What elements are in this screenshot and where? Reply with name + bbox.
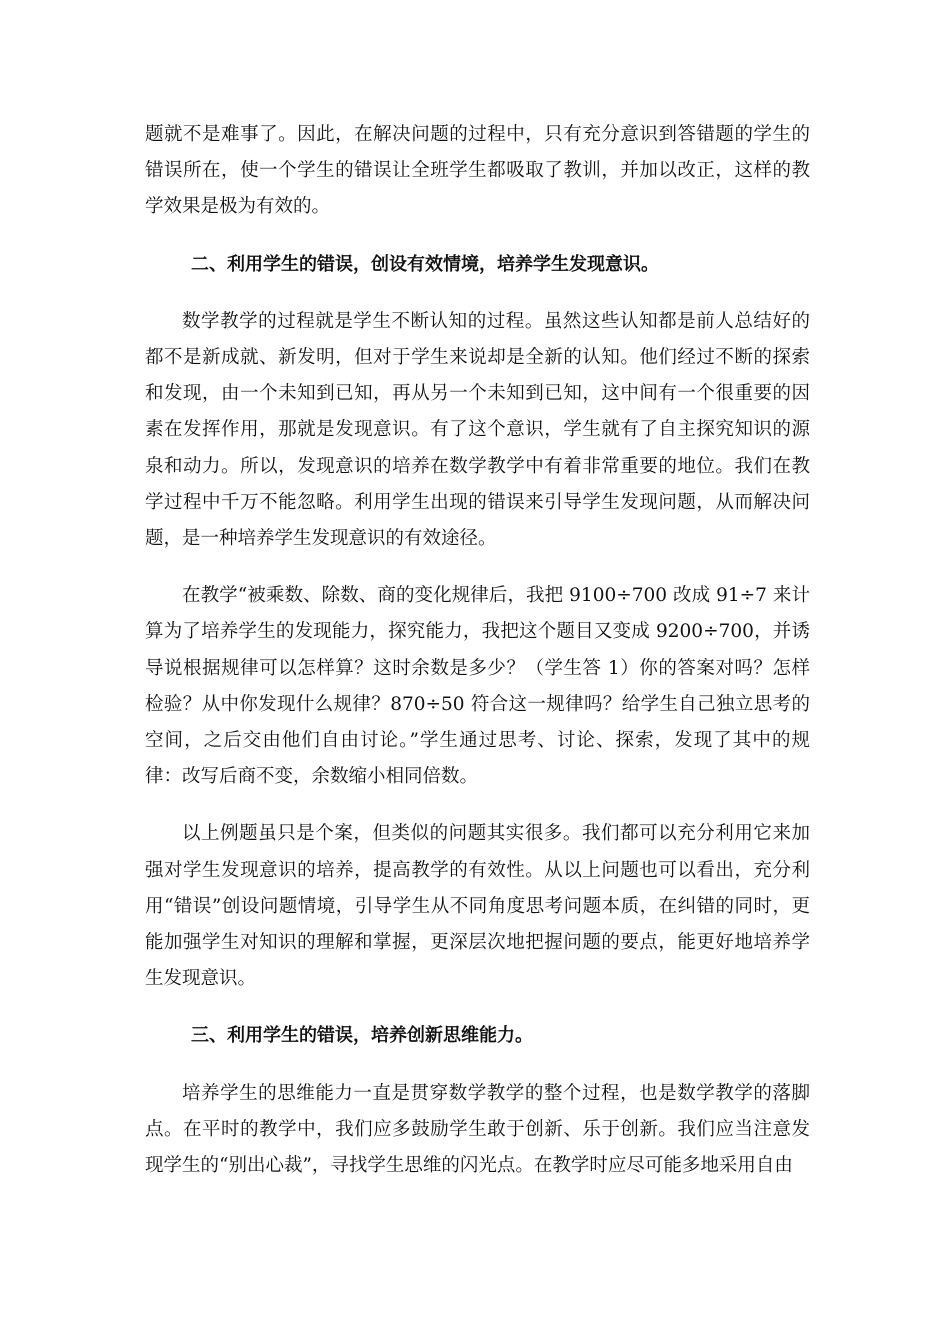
section-heading-3: 三、利用学生的错误，培养创新思维能力。 (191, 1025, 533, 1047)
paragraph-discovery-awareness: 数学教学的过程就是学生不断认知的过程。虽然这些认知都是前人总结好的都不是新成就、新发明，但对于学生来说却是全新的认知。他们经过不断的探索和发现，由一个未知到已知，再从另一个未知到已知，这中间有一个很重要的因素在发挥作用，那就是发现意识。有了这个意识，学生就有了自主探究知识的源泉和动力。所以，发现意识的培养在数学教学中有着非常重要的地位。我们在教学过程中千万不能忽略。利用学生出现的错误来引导学生发现问题，从而解决问题，是一种培养学生发现意识的有效途径。 (145, 310, 810, 550)
section-heading-2: 二、利用学生的错误，创设有效情境，培养学生发现意识。 (191, 253, 659, 275)
paragraph-continuation: 题就不是难事了。因此，在解决问题的过程中，只有充分意识到答错题的学生的错误所在，使一个学生的错误让全班学生都吸取了教训，并加以改正，这样的教学效果是极为有效的。 (145, 124, 810, 218)
paragraph-example-summary: 以上例题虽只是个案，但类似的问题其实很多。我们都可以充分利用它来加强对学生发现意识的培养，提高教学的有效性。从以上问题也可以看出，充分利用“错误”创设问题情境，引导学生从不同角度思考问题本质，在纠错的同时，更能加强学生对知识的理解和掌握，更深层次地把握问题的要点，能更好地培养学生发现意识。 (145, 823, 810, 990)
paragraph-teaching-example: 在教学“被乘数、除数、商的变化规律后，我把 9100÷700 改成 91÷7 来计算为了培养学生的发现能力，探究能力，我把这个题目又变成 9200÷700，并诱导说根据规律可以怎样算？这时余数是多少？（学生答 1）你的答案对吗？怎样检验？从中你发现什么规律？870÷50 符合这一规律吗？给学生自己独立思考的空间，之后交由他们自由讨论。”学生通过思考、讨论、探索，发现了其中的规律：改写后商不变，余数缩小相同倍数。 (145, 585, 810, 788)
paragraph-creative-thinking: 培养学生的思维能力一直是贯穿数学教学的整个过程，也是数学教学的落脚点。在平时的教学中，我们应多鼓励学生敢于创新、乐于创新。我们应当注意发现学生的“别出心裁”，寻找学生思维的闪光点。在教学时应尽可能多地采用自由 (145, 1082, 810, 1177)
document-body (145, 117, 810, 1205)
